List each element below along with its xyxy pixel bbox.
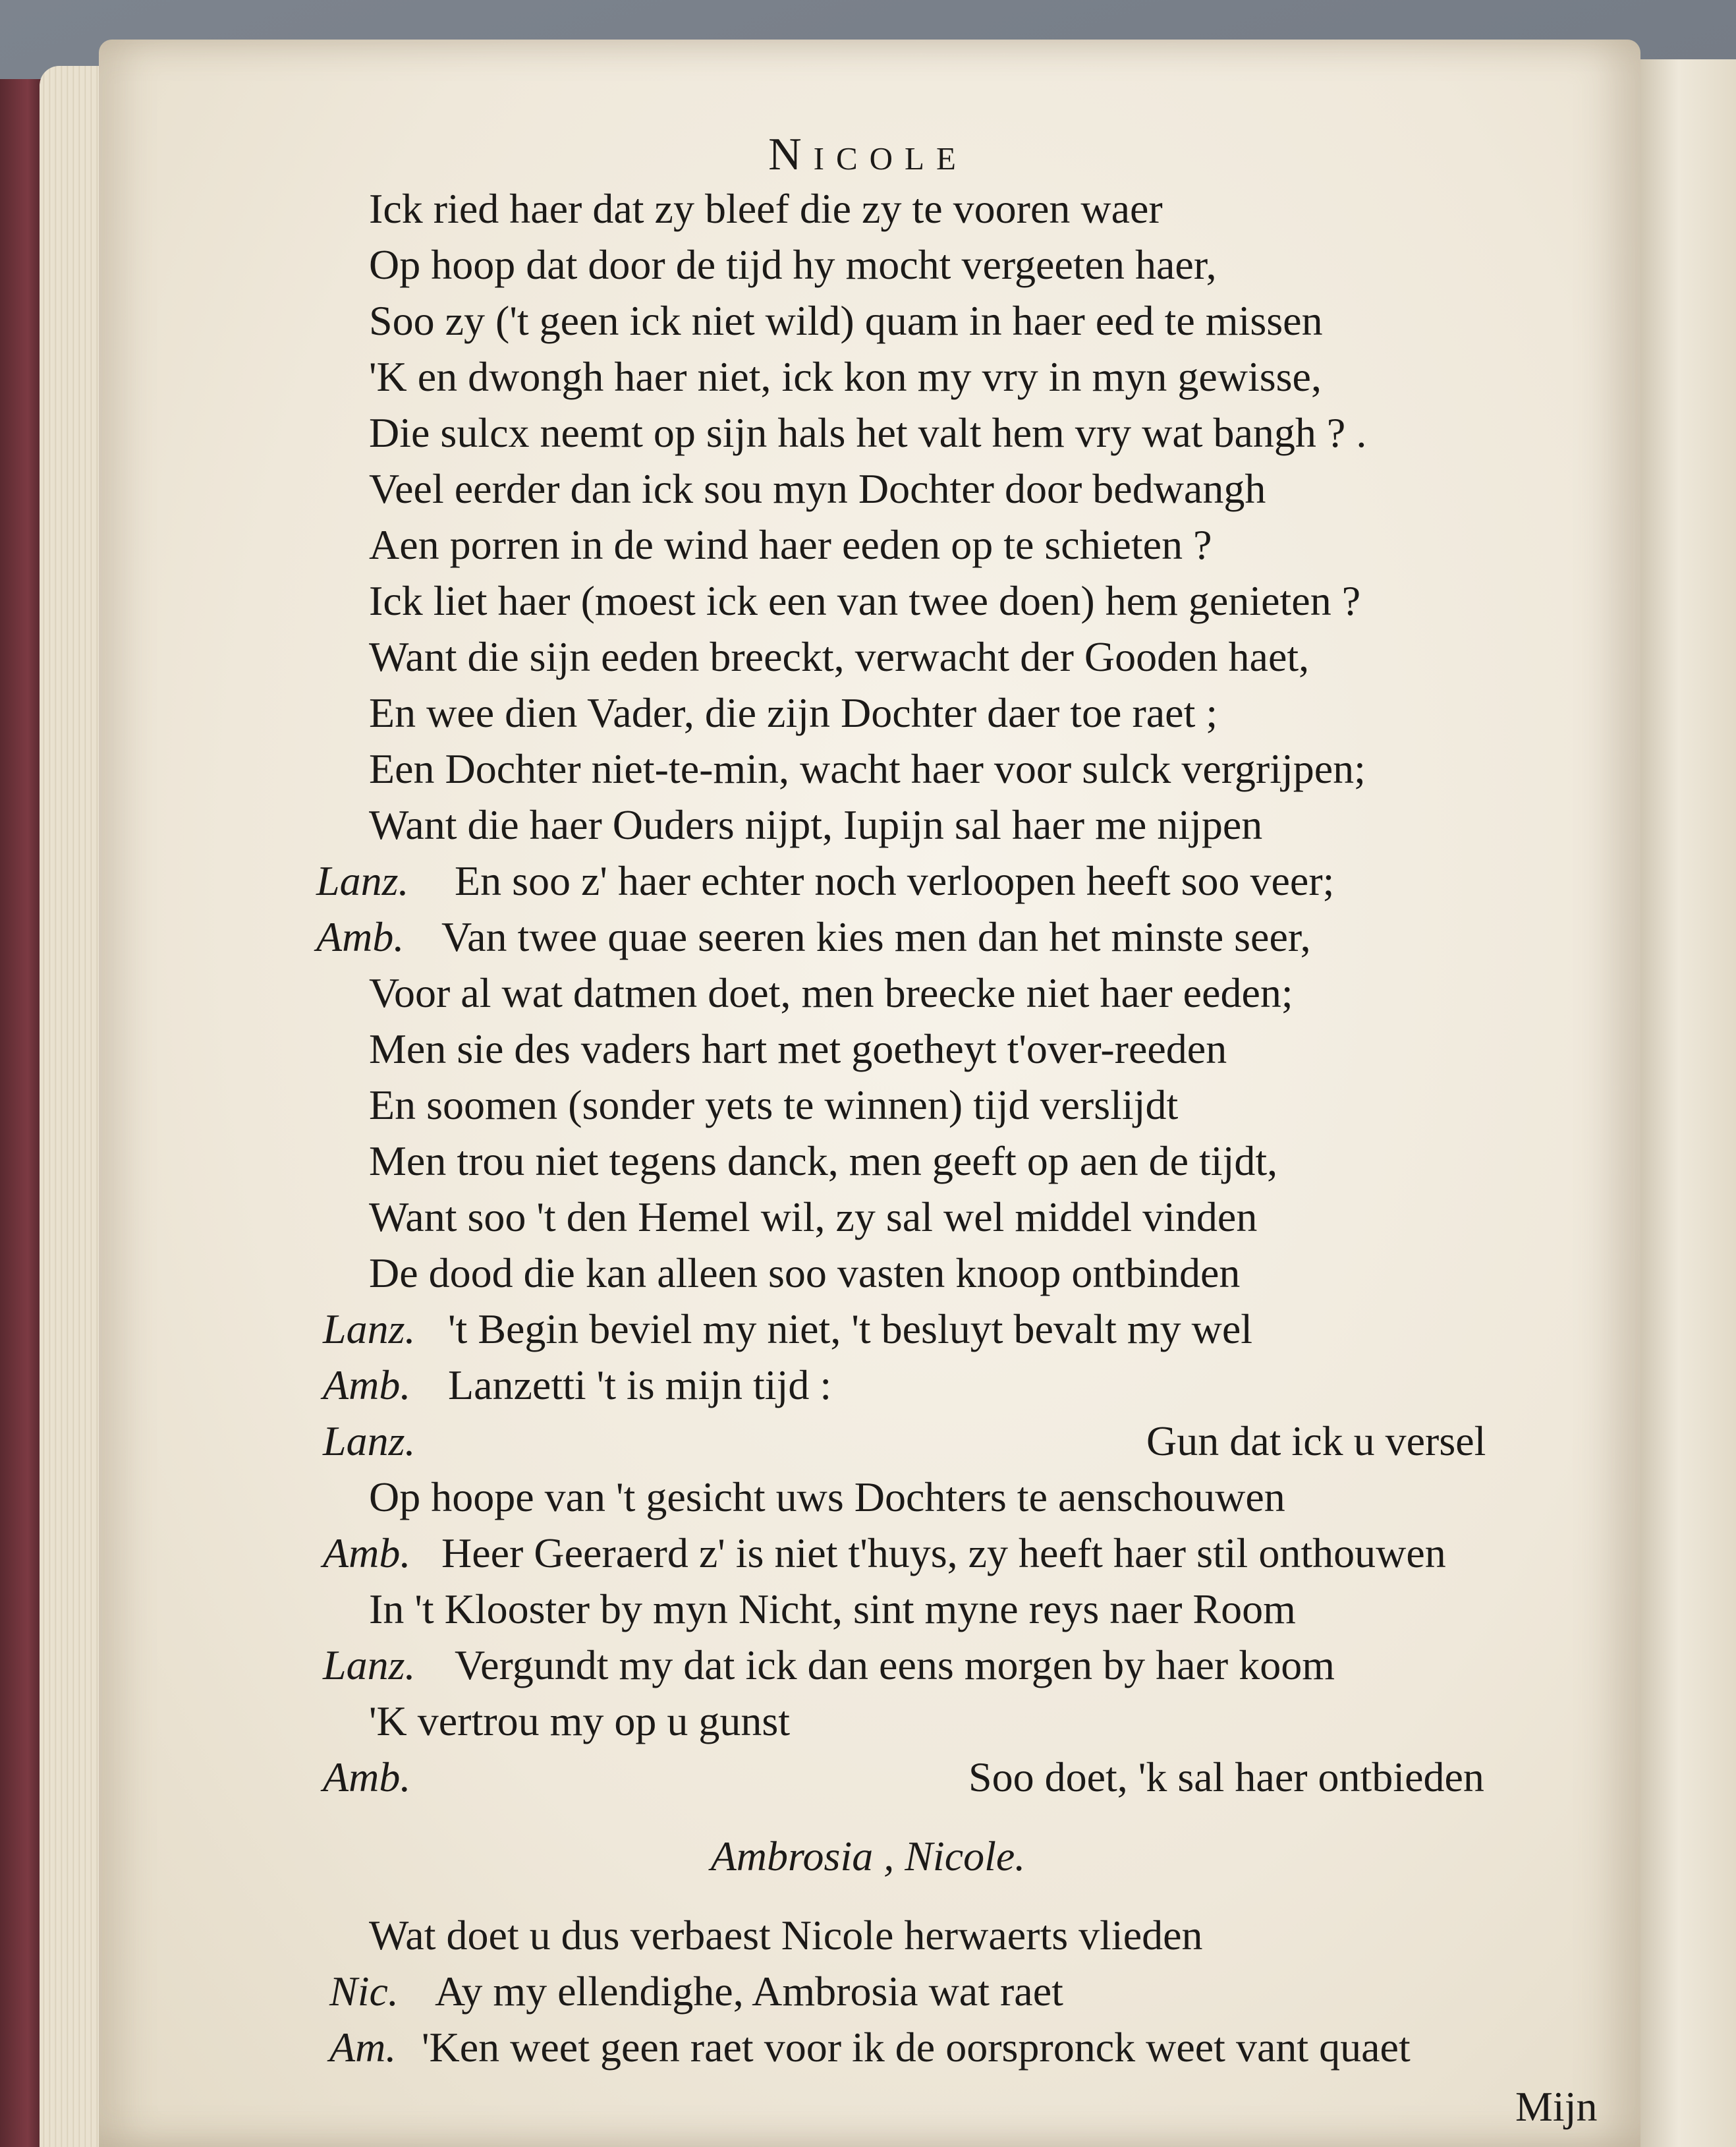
- verse-line: En wee dien Vader, die zijn Dochter daer toe raet ;: [369, 689, 1218, 736]
- verse-line: Lanzetti 't is mijn tijd :: [448, 1361, 832, 1408]
- verse-line: Gun dat ick u versel: [1146, 1417, 1486, 1464]
- verse-line: Soo doet, 'k sal haer ontbieden: [968, 1754, 1484, 1800]
- verse-line: Van twee quae seeren kies men dan het minste seer,: [441, 913, 1311, 960]
- verse-line: Ay my ellendighe, Ambrosia wat raet: [435, 1968, 1063, 2015]
- verse-line: Heer Geeraerd z' is niet t'huys, zy heeft haer stil onthouwen: [441, 1530, 1446, 1576]
- catchword: Mijn: [1515, 2083, 1598, 2130]
- speaker-label: Nic.: [329, 1968, 399, 2015]
- verse-line: Op hoope van 't gesicht uws Dochters te aenschouwen: [369, 1474, 1285, 1520]
- speaker-label: Lanz.: [323, 1417, 416, 1464]
- speaker-label: Amb.: [323, 1361, 411, 1408]
- speaker-label: Am.: [329, 2024, 397, 2071]
- verse-line: En soo z' haer echter noch verloopen heeft soo veer;: [455, 857, 1335, 904]
- verse-line: Veel eerder dan ick sou myn Dochter door bedwangh: [369, 465, 1266, 512]
- verse-line: Aen porren in de wind haer eeden op te schieten ?: [369, 521, 1212, 568]
- speaker-label: Amb.: [316, 913, 405, 960]
- verse-line: Want soo 't den Hemel wil, zy sal wel middel vinden: [369, 1193, 1258, 1240]
- speaker-label: Lanz.: [323, 1305, 416, 1352]
- verse-line: Ick ried haer dat zy bleef die zy te vooren waer: [369, 185, 1163, 232]
- verse-line: In 't Klooster by myn Nicht, sint myne reys naer Room: [369, 1586, 1296, 1632]
- verse-line: 'Ken weet geen raet voor ik de oorspronck weet vant quaet: [422, 2024, 1411, 2071]
- verse-line: Vergundt my dat ick dan eens morgen by haer koom: [455, 1642, 1335, 1688]
- verse-line: Men sie des vaders hart met goetheyt t'over-reeden: [369, 1025, 1227, 1072]
- verse-line: Soo zy ('t geen ick niet wild) quam in haer eed te missen: [369, 297, 1323, 344]
- verse-line: Want die haer Ouders nijpt, Iupijn sal haer me nijpen: [369, 801, 1263, 848]
- verse-line: 't Begin beviel my niet, 't besluyt bevalt my wel: [448, 1305, 1253, 1352]
- verse-line: En soomen (sonder yets te winnen) tijd verslijdt: [369, 1081, 1179, 1128]
- verse-line: Ick liet haer (moest ick een van twee doen) hem genieten ?: [369, 577, 1361, 624]
- verse-line: 'K en dwongh haer niet, ick kon my vry in myn gewisse,: [369, 353, 1322, 400]
- speaker-label: Amb.: [323, 1530, 411, 1576]
- verse-line: Die sulcx neemt op sijn hals het valt hem vry wat bangh ? .: [369, 409, 1367, 456]
- verse-line: Een Dochter niet-te-min, wacht haer voor sulck vergrijpen;: [369, 745, 1366, 792]
- speaker-label: Lanz.: [316, 857, 409, 904]
- verse-line: Voor al wat datmen doet, men breecke niet haer eeden;: [369, 969, 1293, 1016]
- verse-line: Op hoop dat door de tijd hy mocht vergeeten haer,: [369, 241, 1217, 288]
- speaker-label: Amb.: [323, 1754, 411, 1800]
- speaker-label: Lanz.: [323, 1642, 416, 1688]
- verse-line: Men trou niet tegens danck, men geeft op aen de tijdt,: [369, 1137, 1278, 1184]
- verse-line: De dood die kan alleen soo vasten knoop ontbinden: [369, 1249, 1241, 1296]
- scene-heading: Ambrosia , Nicole.: [710, 1833, 1026, 1879]
- verse-line: Want die sijn eeden breeckt, verwacht der Gooden haet,: [369, 633, 1310, 680]
- verse-line: 'K vertrou my op u gunst: [369, 1698, 791, 1744]
- running-header: Nicole: [768, 129, 968, 180]
- verse-line: Wat doet u dus verbaest Nicole herwaerts vlieden: [369, 1912, 1203, 1959]
